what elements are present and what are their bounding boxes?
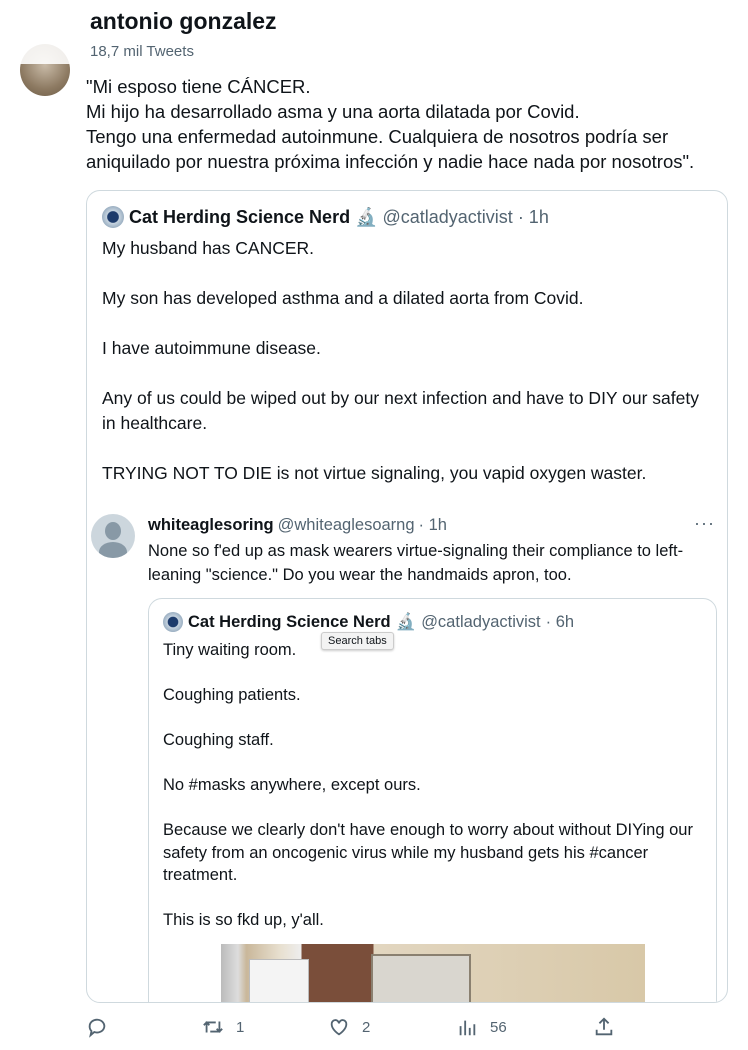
nested-quote-header <box>163 612 574 632</box>
microscope-icon: 🔬 <box>395 612 417 631</box>
action-bar <box>0 1016 748 1046</box>
author-handle[interactable]: @catladyactivist <box>421 612 541 631</box>
more-options-icon[interactable]: ··· <box>694 513 715 533</box>
quoted-tweet-text: My husband has CANCER. My son has developed asthma and a dilated aorta from Covid. I have autoimmune disease. Any of us could be wiped out by our next infection and have to DIY our safety in healthcare. TRYING NOT TO DIE is not virtue signaling, you vapid oxygen waster. <box>102 238 699 483</box>
view-count: 56 <box>490 1018 507 1036</box>
nested-quoted-tweet[interactable] <box>148 598 717 1003</box>
author-name[interactable]: whiteaglesoring <box>148 516 274 534</box>
like-button[interactable] <box>328 1016 370 1038</box>
avatar[interactable] <box>102 206 124 228</box>
like-count: 2 <box>362 1018 371 1036</box>
share-button[interactable] <box>593 1016 615 1038</box>
author-name[interactable]: Cat Herding Science Nerd <box>129 206 351 227</box>
reply-header <box>148 516 447 535</box>
nested-quote-text: Tiny waiting room. Coughing patients. Coughing staff. No #masks anywhere, except ours. Because we clearly don't have enough to worry about without DIYing our safety from an oncogenic virus while my husband gets his #cancer treatment. This is so fkd up, y'all. <box>163 641 693 929</box>
timestamp: · 1h <box>517 206 549 227</box>
timestamp: · 6h <box>545 612 575 631</box>
quoted-tweet-header <box>102 206 549 228</box>
retweet-button[interactable] <box>202 1016 244 1038</box>
quoted-tweet[interactable] <box>86 190 728 1003</box>
author-handle[interactable]: @catladyactivist <box>382 206 513 227</box>
reply-text: None so f'ed up as mask wearers virtue-signaling their compliance to left-leaning "science." Do you wear the handmaids apron, too. <box>148 542 684 584</box>
reply-icon <box>86 1016 108 1038</box>
retweet-icon <box>202 1016 224 1038</box>
tweet-text: "Mi esposo tiene CÁNCER. Mi hijo ha desarrollado asma y una aorta dilatada por Covid. Tengo una enfermedad autoinmune. Cualquiera de nosotros podría ser aniquilado por nuestra próxima infección y nadie hace nada por nosotros". <box>86 76 695 172</box>
attached-photo[interactable] <box>221 944 645 1003</box>
tweet-count: 18,7 mil Tweets <box>90 43 194 60</box>
avatar[interactable] <box>91 514 135 558</box>
microscope-icon: 🔬 <box>355 206 378 227</box>
profile-name: antonio gonzalez <box>90 8 277 34</box>
share-icon <box>593 1016 615 1038</box>
avatar[interactable] <box>163 612 183 632</box>
retweet-count: 1 <box>236 1018 245 1036</box>
author-handle[interactable]: @whiteaglesoarng <box>277 516 415 534</box>
heart-icon <box>328 1016 350 1038</box>
views-button[interactable] <box>456 1016 507 1038</box>
author-name[interactable]: Cat Herding Science Nerd <box>188 612 391 631</box>
reply-button[interactable] <box>86 1016 108 1038</box>
views-icon <box>456 1016 478 1038</box>
tooltip: Search tabs <box>321 632 394 650</box>
timestamp: · 1h <box>418 516 447 534</box>
